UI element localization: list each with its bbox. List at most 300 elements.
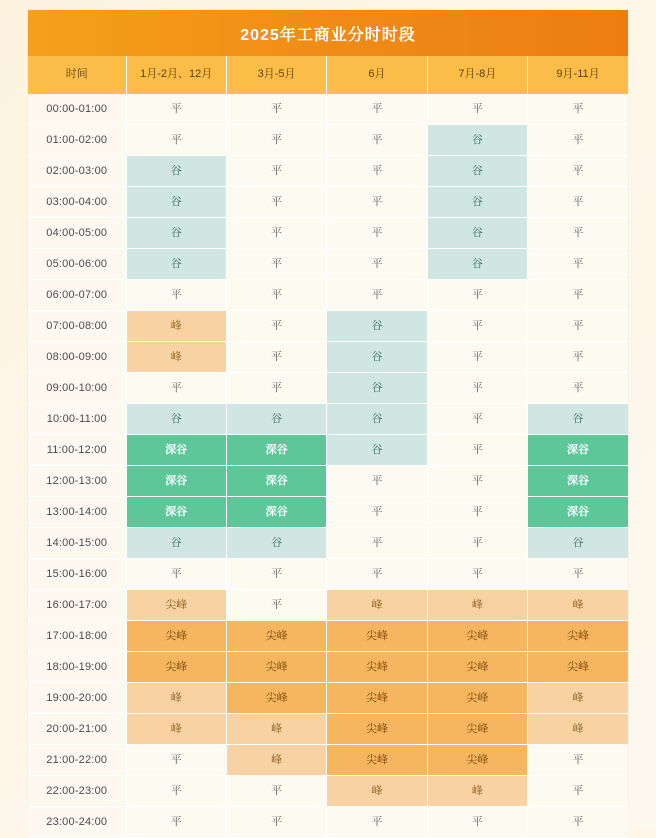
period-label: 平: [227, 249, 326, 279]
period-cell: [528, 156, 628, 187]
period-label: 尖峰: [127, 590, 226, 620]
period-label: 平: [327, 280, 426, 310]
period-cell: [327, 125, 427, 156]
time-cell: 23:00-24:00: [28, 807, 126, 838]
period-cell: [528, 435, 628, 466]
table-row: [28, 652, 628, 683]
period-label: 平: [428, 342, 527, 372]
period-cell: [528, 683, 628, 714]
period-cell: [528, 218, 628, 249]
time-cell: 14:00-15:00: [28, 528, 126, 559]
period-cell: [226, 435, 326, 466]
period-cell: [327, 745, 427, 776]
time-cell: 05:00-06:00: [28, 249, 126, 280]
period-cell: [427, 156, 527, 187]
period-label: 深谷: [528, 497, 628, 527]
period-label: 尖峰: [327, 621, 426, 651]
time-cell: 21:00-22:00: [28, 745, 126, 776]
period-label: 深谷: [227, 466, 326, 496]
period-cell: [327, 373, 427, 404]
column-header-m1: 1月-2月、12月: [126, 56, 226, 94]
period-cell: [327, 807, 427, 838]
period-cell: [226, 342, 326, 373]
period-label: 谷: [428, 156, 527, 186]
period-cell: [126, 187, 226, 218]
period-label: 平: [428, 435, 527, 465]
period-cell: [427, 621, 527, 652]
period-label: 尖峰: [227, 621, 326, 651]
period-label: 平: [227, 807, 326, 837]
period-cell: [126, 404, 226, 435]
period-label: 峰: [327, 590, 426, 620]
period-label: 峰: [428, 590, 527, 620]
period-cell: [226, 745, 326, 776]
table-row: [28, 807, 628, 838]
period-cell: [126, 249, 226, 280]
period-label: 谷: [528, 404, 628, 434]
period-label: 平: [428, 94, 527, 124]
period-label: 平: [227, 218, 326, 248]
period-cell: [226, 187, 326, 218]
title-bar: [28, 10, 628, 56]
period-cell: [327, 652, 427, 683]
period-label: 平: [428, 373, 527, 403]
period-cell: [226, 94, 326, 125]
period-label: 峰: [127, 683, 226, 713]
period-cell: [226, 621, 326, 652]
period-cell: [327, 280, 427, 311]
period-label: 谷: [528, 528, 628, 558]
period-cell: [126, 652, 226, 683]
time-cell: 03:00-04:00: [28, 187, 126, 218]
period-cell: [126, 125, 226, 156]
period-label: 平: [327, 807, 426, 837]
period-cell: [327, 497, 427, 528]
period-cell: [126, 373, 226, 404]
period-cell: [327, 187, 427, 218]
period-cell: [427, 187, 527, 218]
period-label: 谷: [428, 125, 527, 155]
table-row: [28, 466, 628, 497]
period-cell: [427, 94, 527, 125]
period-label: 平: [327, 218, 426, 248]
period-cell: [126, 342, 226, 373]
column-header-m2: 3月-5月: [226, 56, 326, 94]
period-cell: [226, 776, 326, 807]
period-cell: [528, 280, 628, 311]
time-cell: 10:00-11:00: [28, 404, 126, 435]
period-label: 平: [428, 559, 527, 589]
time-cell: 12:00-13:00: [28, 466, 126, 497]
period-cell: [327, 404, 427, 435]
column-header-time: 时间: [28, 56, 126, 94]
period-label: 峰: [528, 683, 628, 713]
period-cell: [327, 311, 427, 342]
period-cell: [528, 776, 628, 807]
period-cell: [327, 156, 427, 187]
period-cell: [528, 745, 628, 776]
table-row: [28, 683, 628, 714]
period-label: 平: [428, 311, 527, 341]
period-cell: [226, 590, 326, 621]
period-cell: [528, 94, 628, 125]
table-row: [28, 125, 628, 156]
column-header-m4: 7月-8月: [427, 56, 527, 94]
period-label: 平: [227, 342, 326, 372]
period-label: 深谷: [127, 466, 226, 496]
time-cell: 01:00-02:00: [28, 125, 126, 156]
period-label: 深谷: [528, 435, 628, 465]
table-row: [28, 745, 628, 776]
table-row: [28, 280, 628, 311]
period-label: 平: [227, 156, 326, 186]
period-cell: [528, 559, 628, 590]
period-cell: [427, 311, 527, 342]
period-cell: [528, 125, 628, 156]
table-row: [28, 435, 628, 466]
period-cell: [126, 714, 226, 745]
period-label: 平: [528, 249, 628, 279]
period-cell: [327, 559, 427, 590]
period-cell: [528, 404, 628, 435]
table-row: [28, 714, 628, 745]
period-cell: [126, 94, 226, 125]
period-label: 平: [227, 94, 326, 124]
period-label: 平: [528, 280, 628, 310]
period-cell: [427, 497, 527, 528]
period-label: 尖峰: [327, 714, 426, 744]
period-label: 尖峰: [528, 652, 628, 682]
period-label: 平: [428, 280, 527, 310]
period-cell: [528, 249, 628, 280]
period-label: 平: [428, 528, 527, 558]
period-label: 峰: [327, 776, 426, 806]
period-label: 深谷: [227, 497, 326, 527]
period-cell: [327, 714, 427, 745]
period-label: 平: [127, 807, 226, 837]
period-label: 平: [528, 218, 628, 248]
period-label: 平: [528, 776, 628, 806]
period-label: 尖峰: [428, 652, 527, 682]
period-cell: [126, 218, 226, 249]
period-cell: [528, 528, 628, 559]
period-cell: [528, 311, 628, 342]
table-body: [28, 94, 628, 838]
period-label: 谷: [127, 249, 226, 279]
period-cell: [427, 745, 527, 776]
period-label: 谷: [428, 249, 527, 279]
period-cell: [427, 435, 527, 466]
table-header: [28, 56, 628, 94]
time-cell: 08:00-09:00: [28, 342, 126, 373]
time-cell: 16:00-17:00: [28, 590, 126, 621]
table-row: [28, 311, 628, 342]
period-label: 平: [428, 807, 527, 837]
table-row: [28, 590, 628, 621]
period-label: 平: [327, 249, 426, 279]
period-cell: [427, 218, 527, 249]
period-cell: [226, 652, 326, 683]
period-cell: [327, 249, 427, 280]
table-row: [28, 373, 628, 404]
period-cell: [427, 466, 527, 497]
period-label: 峰: [227, 714, 326, 744]
period-cell: [528, 714, 628, 745]
period-label: 谷: [428, 187, 527, 217]
period-label: 尖峰: [327, 652, 426, 682]
table-row: [28, 776, 628, 807]
period-cell: [528, 497, 628, 528]
period-cell: [327, 435, 427, 466]
period-cell: [327, 528, 427, 559]
period-label: 谷: [327, 435, 426, 465]
period-label: 尖峰: [127, 621, 226, 651]
period-label: 谷: [428, 218, 527, 248]
period-label: 峰: [127, 714, 226, 744]
period-label: 平: [528, 342, 628, 372]
period-label: 平: [528, 125, 628, 155]
period-label: 平: [428, 466, 527, 496]
period-label: 平: [127, 125, 226, 155]
table-row: [28, 187, 628, 218]
period-cell: [528, 621, 628, 652]
period-cell: [528, 373, 628, 404]
period-cell: [126, 311, 226, 342]
period-label: 平: [227, 559, 326, 589]
period-label: 峰: [127, 311, 226, 341]
period-label: 平: [528, 156, 628, 186]
period-label: 尖峰: [428, 683, 527, 713]
period-cell: [226, 807, 326, 838]
period-cell: [327, 683, 427, 714]
period-cell: [327, 621, 427, 652]
period-cell: [226, 156, 326, 187]
period-label: 平: [528, 187, 628, 217]
period-cell: [327, 466, 427, 497]
header-row: [28, 56, 628, 94]
period-label: 平: [227, 187, 326, 217]
period-cell: [427, 373, 527, 404]
period-cell: [427, 714, 527, 745]
period-label: 平: [127, 745, 226, 775]
period-cell: [126, 497, 226, 528]
period-cell: [427, 280, 527, 311]
page-title: 2025年工商业分时时段: [240, 26, 416, 44]
schedule-table: [28, 56, 628, 838]
period-label: 谷: [327, 404, 426, 434]
time-cell: 09:00-10:00: [28, 373, 126, 404]
period-cell: [427, 590, 527, 621]
schedule-card: [28, 10, 628, 828]
period-cell: [226, 311, 326, 342]
period-cell: [427, 404, 527, 435]
period-label: 谷: [127, 218, 226, 248]
time-cell: 19:00-20:00: [28, 683, 126, 714]
period-label: 平: [528, 559, 628, 589]
period-cell: [528, 342, 628, 373]
table-row: [28, 156, 628, 187]
period-cell: [226, 404, 326, 435]
period-cell: [427, 559, 527, 590]
column-header-m5: 9月-11月: [528, 56, 628, 94]
time-cell: 22:00-23:00: [28, 776, 126, 807]
period-cell: [427, 807, 527, 838]
time-cell: 07:00-08:00: [28, 311, 126, 342]
period-label: 平: [227, 125, 326, 155]
period-label: 平: [327, 187, 426, 217]
period-cell: [126, 435, 226, 466]
period-cell: [528, 466, 628, 497]
period-cell: [226, 249, 326, 280]
period-label: 平: [127, 776, 226, 806]
time-cell: 06:00-07:00: [28, 280, 126, 311]
period-cell: [327, 590, 427, 621]
period-label: 尖峰: [528, 621, 628, 651]
period-cell: [226, 528, 326, 559]
period-label: 深谷: [127, 497, 226, 527]
period-label: 平: [227, 776, 326, 806]
table-row: [28, 528, 628, 559]
period-label: 平: [327, 559, 426, 589]
period-cell: [226, 497, 326, 528]
period-cell: [528, 187, 628, 218]
period-label: 谷: [127, 187, 226, 217]
period-cell: [427, 776, 527, 807]
period-label: 谷: [127, 528, 226, 558]
period-cell: [226, 280, 326, 311]
period-label: 平: [528, 807, 628, 837]
period-label: 平: [428, 404, 527, 434]
period-label: 平: [428, 497, 527, 527]
time-cell: 13:00-14:00: [28, 497, 126, 528]
period-cell: [427, 342, 527, 373]
period-cell: [126, 745, 226, 776]
period-label: 峰: [528, 714, 628, 744]
period-label: 尖峰: [327, 745, 426, 775]
period-label: 平: [227, 373, 326, 403]
period-label: 尖峰: [428, 745, 527, 775]
period-label: 峰: [127, 342, 226, 372]
period-cell: [126, 156, 226, 187]
period-cell: [528, 807, 628, 838]
table-row: [28, 621, 628, 652]
period-cell: [226, 373, 326, 404]
table-row: [28, 94, 628, 125]
period-label: 平: [327, 497, 426, 527]
period-cell: [327, 218, 427, 249]
period-label: 平: [227, 311, 326, 341]
period-label: 平: [227, 590, 326, 620]
period-label: 谷: [127, 404, 226, 434]
period-cell: [327, 94, 427, 125]
period-label: 平: [227, 280, 326, 310]
period-label: 深谷: [227, 435, 326, 465]
period-label: 谷: [327, 373, 426, 403]
period-cell: [226, 125, 326, 156]
period-cell: [126, 776, 226, 807]
period-label: 谷: [127, 156, 226, 186]
table-row: [28, 218, 628, 249]
period-label: 平: [127, 559, 226, 589]
period-label: 谷: [327, 311, 426, 341]
period-label: 平: [528, 745, 628, 775]
period-label: 尖峰: [227, 683, 326, 713]
period-cell: [427, 125, 527, 156]
period-cell: [226, 466, 326, 497]
time-cell: 11:00-12:00: [28, 435, 126, 466]
time-cell: 17:00-18:00: [28, 621, 126, 652]
period-cell: [126, 280, 226, 311]
period-cell: [126, 466, 226, 497]
column-header-m3: 6月: [327, 56, 427, 94]
period-label: 平: [127, 373, 226, 403]
period-label: 尖峰: [428, 714, 527, 744]
table-row: [28, 404, 628, 435]
period-label: 峰: [528, 590, 628, 620]
period-label: 峰: [227, 745, 326, 775]
period-label: 平: [127, 94, 226, 124]
period-cell: [226, 714, 326, 745]
period-label: 尖峰: [127, 652, 226, 682]
period-cell: [528, 652, 628, 683]
period-cell: [226, 218, 326, 249]
period-label: 尖峰: [227, 652, 326, 682]
period-cell: [126, 528, 226, 559]
period-label: 谷: [227, 404, 326, 434]
period-cell: [427, 249, 527, 280]
period-cell: [226, 683, 326, 714]
period-label: 峰: [428, 776, 527, 806]
period-label: 平: [327, 156, 426, 186]
time-cell: 20:00-21:00: [28, 714, 126, 745]
period-cell: [126, 590, 226, 621]
period-cell: [126, 683, 226, 714]
period-cell: [126, 559, 226, 590]
period-label: 深谷: [528, 466, 628, 496]
period-label: 平: [327, 125, 426, 155]
period-label: 平: [327, 528, 426, 558]
time-cell: 15:00-16:00: [28, 559, 126, 590]
period-cell: [126, 621, 226, 652]
period-label: 平: [327, 466, 426, 496]
period-label: 平: [127, 280, 226, 310]
period-cell: [427, 652, 527, 683]
period-cell: [327, 776, 427, 807]
period-cell: [226, 559, 326, 590]
time-cell: 02:00-03:00: [28, 156, 126, 187]
table-row: [28, 559, 628, 590]
time-cell: 18:00-19:00: [28, 652, 126, 683]
period-label: 谷: [327, 342, 426, 372]
period-label: 谷: [227, 528, 326, 558]
table-row: [28, 249, 628, 280]
time-cell: 00:00-01:00: [28, 94, 126, 125]
period-label: 平: [327, 94, 426, 124]
table-row: [28, 342, 628, 373]
period-label: 平: [528, 94, 628, 124]
period-label: 深谷: [127, 435, 226, 465]
period-cell: [427, 683, 527, 714]
period-cell: [327, 342, 427, 373]
period-label: 尖峰: [428, 621, 527, 651]
period-cell: [427, 528, 527, 559]
time-cell: 04:00-05:00: [28, 218, 126, 249]
period-cell: [528, 590, 628, 621]
period-label: 平: [528, 373, 628, 403]
period-cell: [126, 807, 226, 838]
period-label: 尖峰: [327, 683, 426, 713]
table-row: [28, 497, 628, 528]
